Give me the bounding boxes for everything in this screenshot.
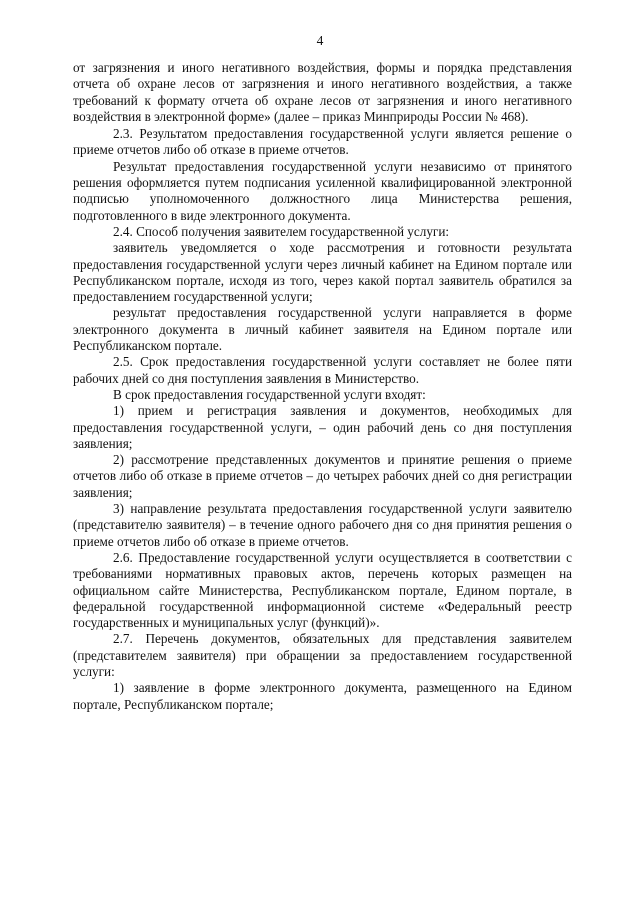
paragraph-2-6: 2.6. Предоставление государственной услуги осуществляется в соответствии с требованиями нормативных правовых актов, перечень которых размещен на официальном сайте Министерства, Республиканском портале, Едином портале, в федеральной государственной информационной системе «Федеральный реестр государственных и муниципальных услуг (функций)».	[73, 549, 572, 631]
paragraph-2-7: 2.7. Перечень документов, обязательных для представления заявителем (представителем заявителя) при обращении за предоставлением государственной услуги:	[73, 631, 572, 679]
list-item-1-application: 1) заявление в форме электронного документа, размещенного на Едином портале, Республиканском портале;	[73, 680, 572, 712]
paragraph-2-3: 2.3. Результатом предоставления государственной услуги является решение о приеме отчетов либо об отказе в приеме отчетов.	[73, 126, 572, 158]
paragraph-result-signature: Результат предоставления государственной услуги независимо от принятого решения оформляется путем подписания усиленной квалифицированной электронной подписью уполномоченного должностного лица Министерства решения, подготовленного в виде электронного документа.	[73, 158, 572, 223]
paragraph-result-sent: результат предоставления государственной услуги направляется в форме электронного документа в личный кабинет заявителя на Едином портале или Республиканском портале.	[73, 305, 572, 354]
list-item-2-review: 2) рассмотрение представленных документов и принятие решения о приеме отчетов либо об отказе в приеме отчетов – до четырех рабочих дней со дня регистрации заявления;	[73, 452, 572, 500]
paragraph-order-468-continuation: от загрязнения и иного негативного воздействия, формы и порядка представления отчета об охране лесов от загрязнения и иного негативного воздействия, а также требований к формату отчета об охране лесов от загрязнения и иного негативного воздействия в электронной форме» (далее – приказ Минприроды России № 468).	[73, 60, 572, 124]
paragraph-2-5: 2.5. Срок предоставления государственной услуги составляет не более пяти рабочих дней со дня поступления заявления в Министерство.	[73, 354, 572, 386]
paragraph-2-4: 2.4. Способ получения заявителем государственной услуги:	[113, 223, 450, 239]
document-body	[73, 60, 572, 713]
paragraph-applicant-notified: заявитель уведомляется о ходе рассмотрения и готовности результата предоставления государственной услуги через личный кабинет на Едином портале или Республиканском портале, исходя из того, через какой портал заявитель обратился за предоставлением государственной услуги;	[73, 240, 572, 305]
list-item-3-sending: 3) направление результата предоставления государственной услуги заявителю (представителю заявителя) – в течение одного рабочего дня со дня принятия решения о приеме отчетов либо об отказе в приеме отчетов.	[73, 501, 572, 549]
list-item-1-registration: 1) прием и регистрация заявления и документов, необходимых для предоставления государственной услуги, – один рабочий день со дня поступления заявления;	[73, 403, 572, 451]
paragraph-term-includes: В срок предоставления государственной услуги входят:	[113, 386, 426, 402]
page-number: 4	[316, 33, 324, 48]
